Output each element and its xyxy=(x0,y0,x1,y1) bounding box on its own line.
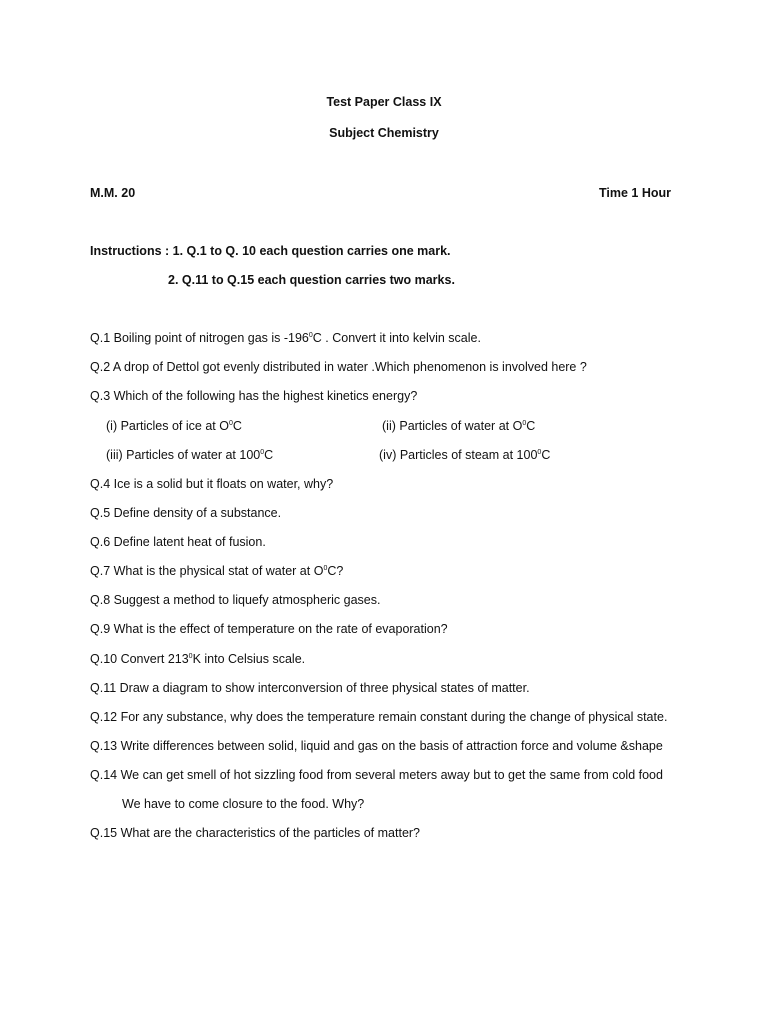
question-4: Q.4 Ice is a solid but it floats on water, why? xyxy=(90,477,334,491)
question-1-text: Q.1 Boiling point of nitrogen gas is -196 xyxy=(90,331,309,345)
option-text: (iii) Particles of water at 100 xyxy=(106,448,261,462)
question-10-text-end: K into Celsius scale. xyxy=(192,652,306,666)
option-text-end: C xyxy=(232,419,242,433)
question-14-continuation: We have to come closure to the food. Why? xyxy=(122,797,365,811)
question-11: Q.11 Draw a diagram to show interconversion of three physical states of matter. xyxy=(90,681,530,695)
question-3-option-i xyxy=(106,418,242,434)
option-text: (ii) Particles of water at O xyxy=(382,419,523,433)
question-3-option-iii xyxy=(106,447,273,463)
question-5: Q.5 Define density of a substance. xyxy=(90,506,282,520)
question-3: Q.3 Which of the following has the highest kinetics energy? xyxy=(90,389,418,403)
question-7-text-end: C? xyxy=(327,564,344,578)
question-10-text: Q.10 Convert 213 xyxy=(90,652,189,666)
instructions-line-2: 2. Q.11 to Q.15 each question carries two marks. xyxy=(168,273,455,287)
max-marks: M.M. 20 xyxy=(90,186,136,200)
degree-superscript: 0 xyxy=(308,331,313,339)
degree-superscript: 0 xyxy=(537,448,542,456)
question-7-text: Q.7 What is the physical stat of water at O xyxy=(90,564,324,578)
instructions-line-1: Instructions : 1. Q.1 to Q. 10 each question carries one mark. xyxy=(90,244,451,258)
question-2: Q.2 A drop of Dettol got evenly distributed in water .Which phenomenon is involved here ? xyxy=(90,360,587,374)
question-3-option-iv xyxy=(379,447,550,463)
degree-superscript: 0 xyxy=(260,448,265,456)
degree-superscript: 0 xyxy=(188,652,193,660)
degree-superscript: 0 xyxy=(522,419,527,427)
paper-title: Test Paper Class IX xyxy=(326,95,442,109)
question-1 xyxy=(90,330,481,346)
question-6: Q.6 Define latent heat of fusion. xyxy=(90,535,266,549)
question-12: Q.12 For any substance, why does the temperature remain constant during the change of physical state. xyxy=(90,710,668,724)
question-1-text-end: C . Convert it into kelvin scale. xyxy=(312,331,481,345)
question-14: Q.14 We can get smell of hot sizzling food from several meters away but to get the same from cold food xyxy=(90,768,663,782)
option-text-end: C xyxy=(541,448,551,462)
option-text: (i) Particles of ice at O xyxy=(106,419,229,433)
degree-superscript: 0 xyxy=(228,419,233,427)
question-13: Q.13 Write differences between solid, liquid and gas on the basis of attraction force and volume &shape xyxy=(90,739,663,753)
degree-superscript: 0 xyxy=(323,564,328,572)
paper-subject: Subject Chemistry xyxy=(329,126,439,140)
option-text-end: C xyxy=(264,448,274,462)
option-text: (iv) Particles of steam at 100 xyxy=(379,448,538,462)
question-15: Q.15 What are the characteristics of the particles of matter? xyxy=(90,826,421,840)
question-3-option-ii xyxy=(382,418,535,434)
question-10 xyxy=(90,651,305,667)
time-allowed: Time 1 Hour xyxy=(598,186,671,200)
question-9: Q.9 What is the effect of temperature on the rate of evaporation? xyxy=(90,622,448,636)
question-7 xyxy=(90,563,343,579)
question-8: Q.8 Suggest a method to liquefy atmospheric gases. xyxy=(90,593,381,607)
option-text-end: C xyxy=(526,419,536,433)
